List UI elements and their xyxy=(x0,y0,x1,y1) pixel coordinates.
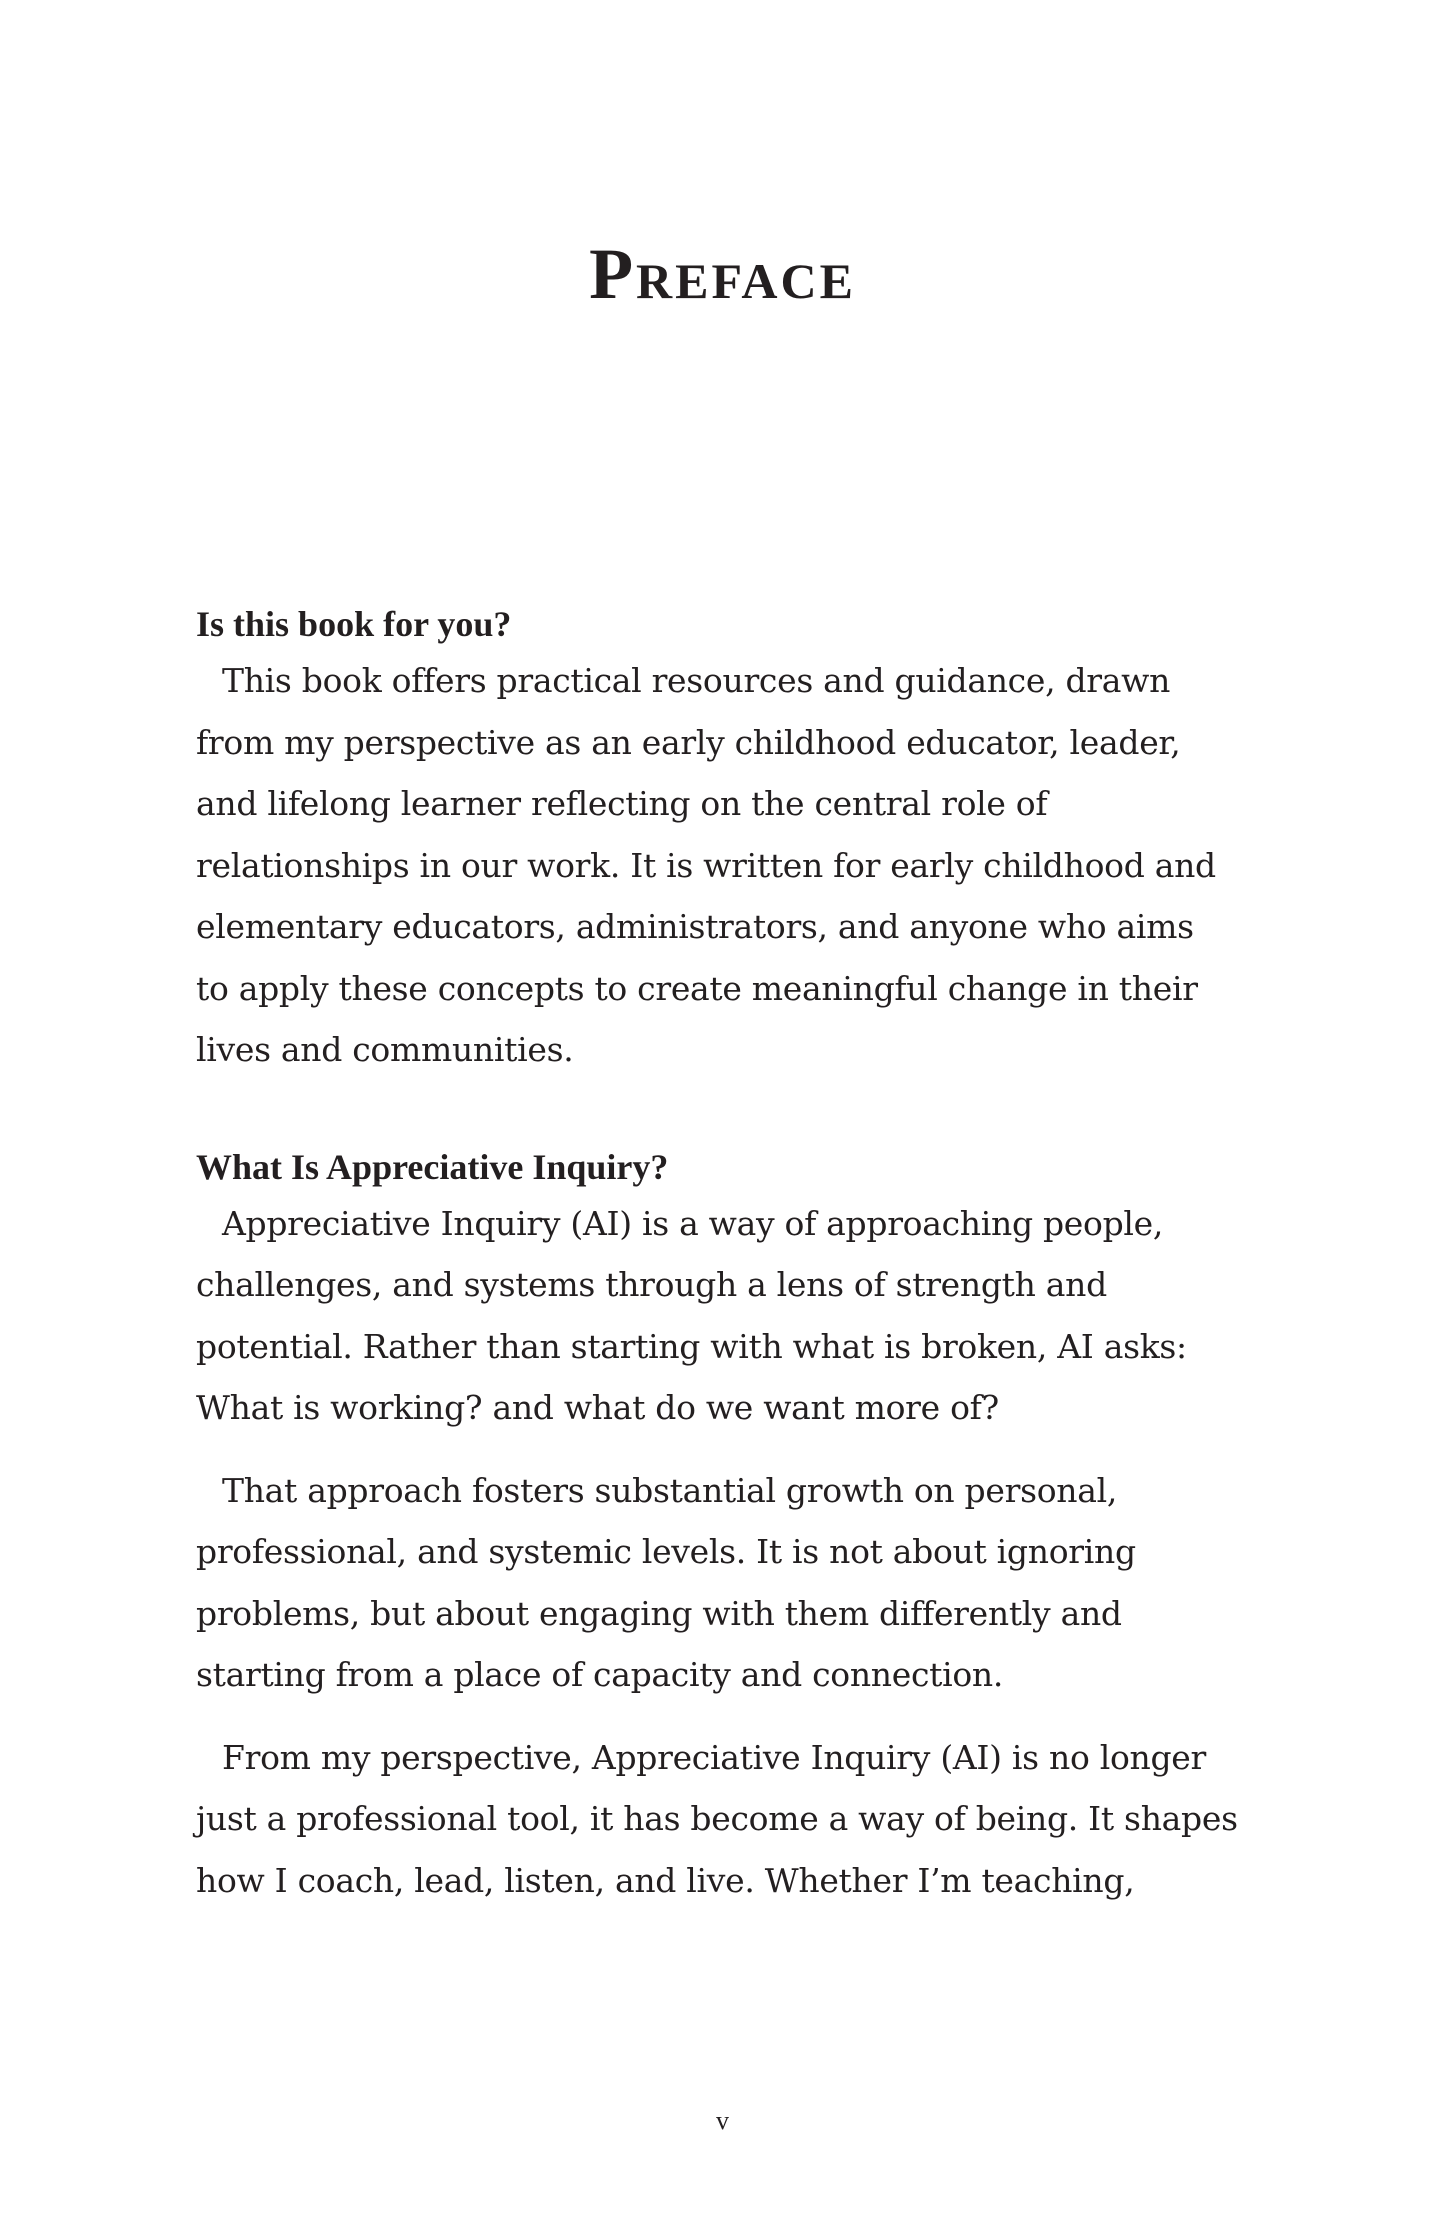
text-line: Appreciative Inquiry (AI) is a way of approaching people, xyxy=(222,1203,1164,1243)
paragraph xyxy=(196,1193,1306,1439)
text-line: potential. Rather than starting with what is broken, AI asks: xyxy=(196,1326,1187,1366)
paragraph-spacer xyxy=(196,1706,1306,1727)
page-number: v xyxy=(716,2106,729,2135)
text-line: problems, but about engaging with them differently and xyxy=(196,1593,1122,1633)
text-line: how I coach, lead, listen, and live. Whether I’m teaching, xyxy=(196,1860,1135,1900)
section-heading: Is this book for you? xyxy=(196,604,512,644)
page-title: Preface xyxy=(589,234,856,314)
paragraph xyxy=(196,1727,1306,1912)
text-line: This book offers practical resources and guidance, drawn xyxy=(222,661,1171,700)
text-line: challenges, and systems through a lens of strength and xyxy=(196,1265,1107,1304)
section-spacer xyxy=(196,1081,1306,1141)
text-line: lives and communities. xyxy=(196,1030,574,1069)
text-line: That approach fosters substantial growth on personal, xyxy=(222,1470,1118,1510)
text-line: starting from a place of capacity and connection. xyxy=(196,1655,1004,1694)
text-line: to apply these concepts to create meaningful change in their xyxy=(196,968,1198,1008)
text-line: From my perspective, Appreciative Inquiry (AI) is no longer xyxy=(222,1737,1207,1777)
text-line: professional, and systemic levels. It is not about ignoring xyxy=(196,1532,1136,1571)
paragraph xyxy=(196,1460,1306,1706)
text-line: elementary educators, administrators, and anyone who aims xyxy=(196,907,1194,946)
text-line: relationships in our work. It is written for early childhood and xyxy=(196,845,1216,885)
paragraph-spacer xyxy=(196,1439,1306,1460)
paragraph xyxy=(196,650,1306,1081)
text-line: from my perspective as an early childhood educator, leader, xyxy=(196,722,1181,762)
text-line: What is working? and what do we want more of? xyxy=(196,1388,999,1427)
page-body xyxy=(196,598,1306,1911)
text-line: and lifelong learner reflecting on the central role of xyxy=(196,784,1048,823)
text-line: just a professional tool, it has become a way of being. It shapes xyxy=(196,1799,1238,1838)
section-heading: What Is Appreciative Inquiry? xyxy=(196,1146,669,1187)
